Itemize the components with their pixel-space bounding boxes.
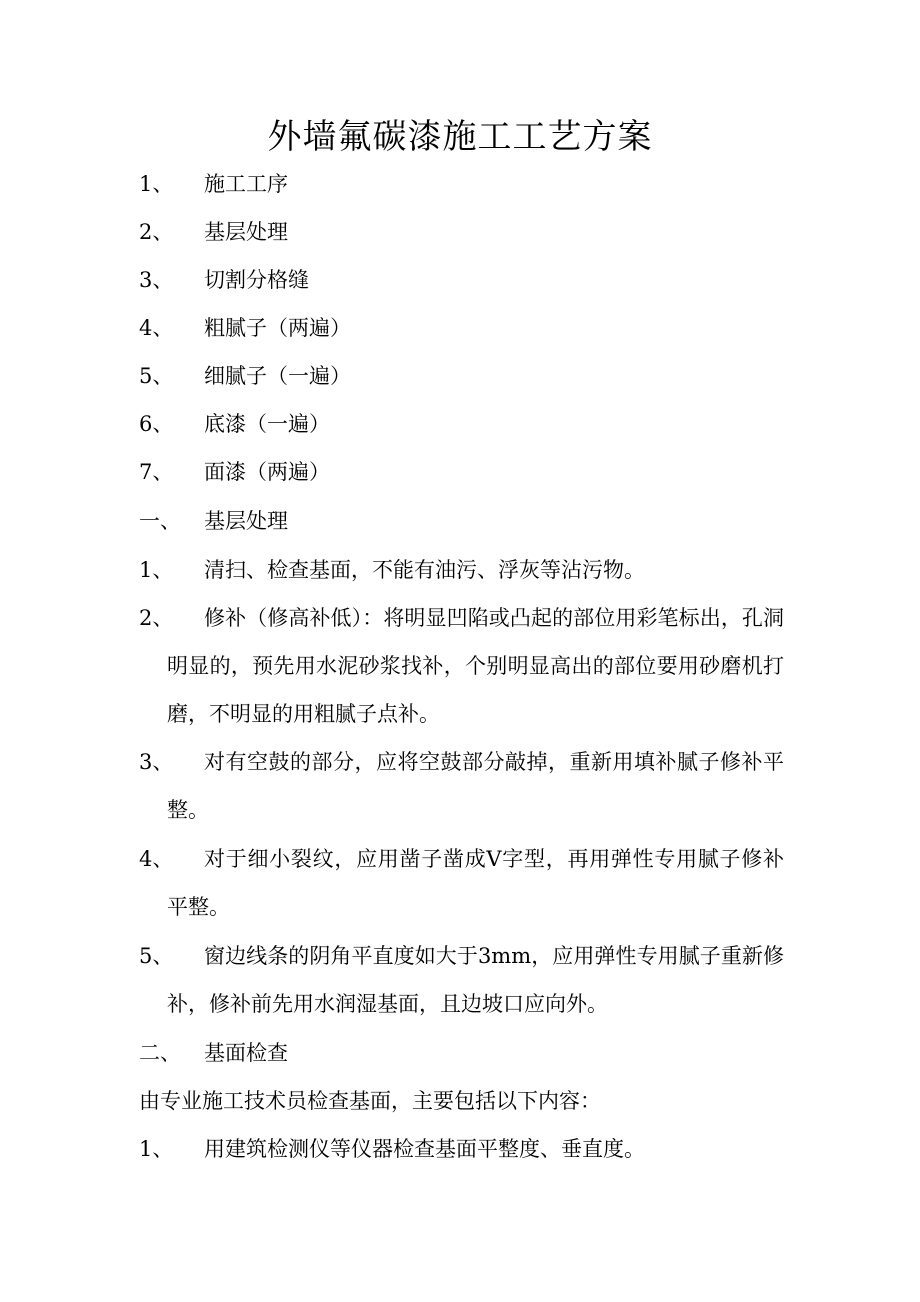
section-title: 基层处理 xyxy=(204,509,288,533)
procedure-item xyxy=(139,256,784,304)
item-text: 切割分格缝 xyxy=(204,268,309,292)
item-text: 粗腻子（两遍） xyxy=(204,316,351,340)
item-text: 施工工序 xyxy=(204,172,288,196)
section-number: 二、 xyxy=(139,1041,181,1065)
item-text: 窗边线条的阴角平直度如大于3mm，应用弹性专用腻子重新修补，修补前先用水润湿基面，且边坡口应向外。 xyxy=(167,944,784,1016)
procedure-item xyxy=(139,400,784,448)
procedure-item xyxy=(139,304,784,352)
item-number: 4、 xyxy=(139,316,174,340)
list-item xyxy=(139,594,784,738)
item-number: 1、 xyxy=(139,558,174,582)
procedure-item xyxy=(139,352,784,400)
section-heading xyxy=(139,497,784,545)
item-number: 5、 xyxy=(139,364,174,388)
item-number: 1、 xyxy=(139,172,174,196)
list-item xyxy=(139,1125,784,1173)
item-text: 细腻子（一遍） xyxy=(204,364,351,388)
item-number: 4、 xyxy=(139,847,174,871)
intro-text: 由专业施工技术员检查基面，主要包括以下内容： xyxy=(139,1089,601,1113)
procedure-item xyxy=(139,448,784,496)
section-intro xyxy=(139,1077,784,1125)
item-number: 3、 xyxy=(139,268,174,292)
item-number: 5、 xyxy=(139,944,174,968)
procedure-item xyxy=(139,208,784,256)
section-number: 一、 xyxy=(139,509,181,533)
item-text: 对于细小裂纹，应用凿子凿成V字型，再用弹性专用腻子修补平整。 xyxy=(167,847,784,919)
procedure-item xyxy=(139,160,784,208)
list-item xyxy=(139,835,784,931)
item-text: 修补（修高补低）：将明显凹陷或凸起的部位用彩笔标出，孔洞明显的，预先用水泥砂浆找补，个别明显高出的部位要用砂磨机打磨，不明显的用粗腻子点补。 xyxy=(167,606,784,726)
list-item xyxy=(139,932,784,1028)
section-title: 基面检查 xyxy=(204,1041,288,1065)
item-number: 2、 xyxy=(139,606,174,630)
item-text: 底漆（一遍） xyxy=(204,412,330,436)
item-text: 对有空鼓的部分，应将空鼓部分敲掉，重新用填补腻子修补平整。 xyxy=(167,750,784,822)
item-number: 3、 xyxy=(139,750,174,774)
item-text: 用建筑检测仪等仪器检查基面平整度、垂直度。 xyxy=(204,1137,645,1161)
item-text: 面漆（两遍） xyxy=(204,460,330,484)
document-title: 外墙氟碳漆施工工艺方案 xyxy=(267,117,653,157)
list-item xyxy=(139,738,784,834)
item-text: 基层处理 xyxy=(204,220,288,244)
item-number: 1、 xyxy=(139,1137,174,1161)
item-text: 清扫、检查基面，不能有油污、浮灰等沾污物。 xyxy=(204,558,645,582)
section-heading xyxy=(139,1029,784,1077)
item-number: 2、 xyxy=(139,220,174,244)
item-number: 6、 xyxy=(139,412,174,436)
item-number: 7、 xyxy=(139,460,174,484)
list-item xyxy=(139,546,784,594)
